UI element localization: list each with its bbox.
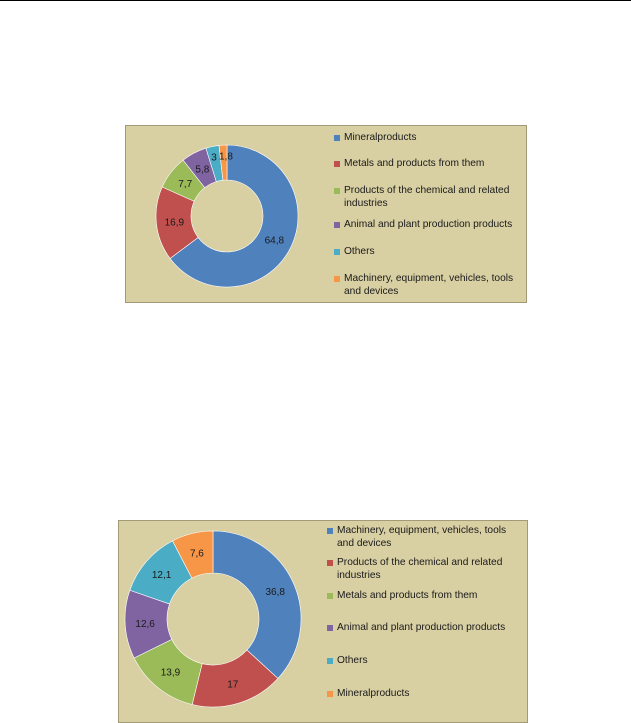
page-top-rule [0,0,631,1]
legend-label-2-4: Animal and plant production products [337,622,506,633]
legend-swatch-2-1 [327,528,333,534]
legend-swatch-2-4 [327,625,333,631]
donut-chart-1 [126,126,326,302]
legend-label-2-6: Mineralproducts [337,688,410,699]
donut-hole-1 [192,181,263,252]
chart-1 [125,125,527,303]
legend-label-1-6: Machinery, equipment, vehicles, tools and devices [344,273,514,297]
legend-swatch-1-6 [334,276,340,282]
legend-label-1-2: Metals and products from them [344,158,485,169]
data-label-1-2: 16,9 [164,217,185,229]
legend-swatch-2-2 [327,560,333,566]
legend-swatch-1-4 [334,222,340,228]
legend-label-2-5: Others [337,655,368,666]
chart-2 [118,520,528,723]
legend-label-2-3: Metals and products from them [337,590,478,601]
data-label-2-4: 12,6 [135,618,155,630]
data-label-2-6: 7,6 [189,548,204,560]
legend-swatch-1-1 [334,135,340,141]
donut-chart-2 [119,521,319,722]
legend-label-1-5: Others [344,246,375,257]
data-label-2-1: 36,8 [265,587,285,599]
legend-label-1-1: Mineralproducts [344,132,417,143]
data-label-1-4: 5,8 [195,164,210,176]
data-label-2-2: 17 [227,679,239,691]
legend-swatch-2-3 [327,593,333,599]
data-label-2-3: 13,9 [160,667,181,679]
legend-swatch-1-5 [334,249,340,255]
data-label-1-5: 3 [211,152,217,164]
data-label-1-6: 1,8 [219,151,233,163]
data-label-1-3: 7,7 [178,178,193,190]
legend-label-1-4: Animal and plant production products [344,219,513,230]
data-label-2-5: 12,1 [151,570,172,582]
legend-swatch-1-3 [334,188,340,194]
legend-swatch-2-6 [327,691,333,697]
data-label-1-1: 64,8 [264,235,285,247]
legend-label-1-3: Products of the chemical and related industries [344,185,510,209]
legend-swatch-1-2 [334,161,340,167]
donut-hole-2 [168,574,259,665]
legend-label-2-2: Products of the chemical and related industries [337,557,503,581]
legend-swatch-2-5 [327,658,333,664]
legend-label-2-1: Machinery, equipment, vehicles, tools and devices [337,525,507,549]
